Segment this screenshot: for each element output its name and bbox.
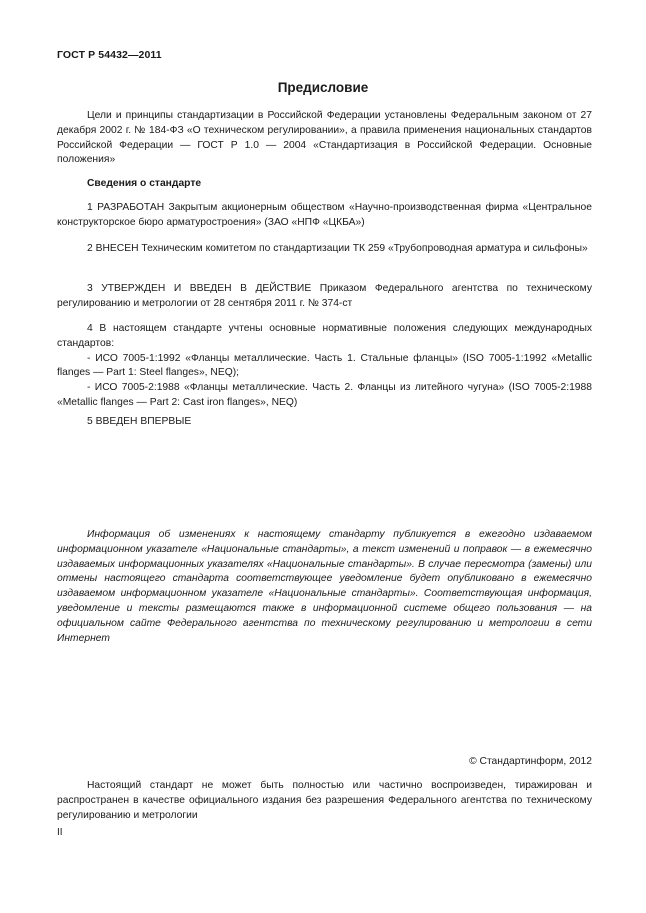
info-item-3: 3 УТВЕРЖДЕН И ВВЕДЕН В ДЕЙСТВИЕ Приказом Федерального агентства по техническому регулированию и метрологии от 28 сентября 2011 г. № 374-ст [57, 283, 592, 309]
change-notice: Информация об изменениях к настоящему стандарту публикуется в ежегодно издаваемом информационном указателе «Национальные стандарты», а текст изменений и поправок — в ежемесячно издаваемых информационных указателях «Национальные стандарты». В случае пересмотра (замены) или отмены настоящего стандарта соответствующее уведомление будет опубликовано в ежемесячно издаваемом информационном указателе «Национальные стандарты». Соответствующая информация, уведомление и тексты размещаются также в информационной системе общего пользования — на официальном сайте Федерального агентства по техническому регулированию и метрологии в сети Интернет [57, 529, 592, 644]
page-title: Предисловие [277, 80, 369, 95]
info-item-1: 1 РАЗРАБОТАН Закрытым акционерным обществом «Научно-производственная фирма «Центральное конструкторское бюро арматуростроения» (ЗАО «НПФ «ЦКБА») [57, 202, 592, 228]
page-number: II [57, 827, 63, 838]
preface-text: Цели и принципы стандартизации в Российской Федерации установлены Федеральным законом от 27 декабря 2002 г. № 184-ФЗ «О техническом регулировании», а правила применения национальных стандартов Российской Федерации — ГОСТ Р 1.0 — 2004 «Стандартизация в Российской Федерации. Основные положения» [57, 110, 592, 166]
preface-paragraph [57, 109, 592, 168]
info-item-4-intro: 4 В настоящем стандарте учтены основные нормативные положения следующих международных стандартов: [57, 323, 592, 349]
info-heading: Сведения о стандарте [87, 178, 202, 189]
document-code: ГОСТ Р 54432—2011 [57, 49, 162, 61]
info-item-5: 5 ВВЕДЕН ВПЕРВЫЕ [87, 416, 192, 427]
info-item-2: 2 ВНЕСЕН Техническим комитетом по стандартизации ТК 259 «Трубопроводная арматура и сильфоны» [87, 243, 588, 254]
info-item-4-iso-1: - ИСО 7005-1:1992 «Фланцы металлические. Часть 1. Стальные фланцы» (ISO 7005-1:1992 «Metallic flanges — Part 1: Steel flanges», NEQ); [57, 352, 592, 379]
copyright: © Стандартинформ, 2012 [469, 756, 592, 767]
info-item-4-iso-2: - ИСО 7005-2:1988 «Фланцы металлические. Часть 2. Фланцы из литейного чугуна» (ISO 7005-2:1988 «Metallic flanges — Part 2: Cast iron flanges», NEQ) [57, 382, 592, 408]
info-item-4 [57, 322, 592, 411]
reproduction-notice: Настоящий стандарт не может быть полностью или частично воспроизведен, тиражирован и распространен в качестве официального издания без разрешения Федерального агентства по техническому регулированию и метрологии [57, 780, 592, 821]
